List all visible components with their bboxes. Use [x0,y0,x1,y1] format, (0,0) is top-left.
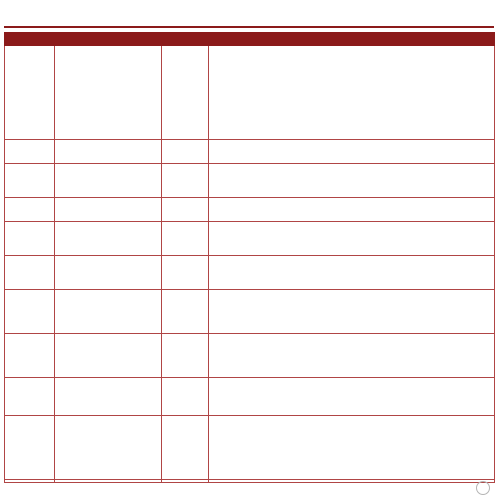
row-date [5,416,55,480]
row-person [162,416,209,480]
row-content [209,378,495,416]
figure-title [4,4,494,28]
row-date [5,46,55,140]
table-header-row [5,33,495,46]
wechat-logo-icon [476,481,490,495]
row-event [55,256,162,290]
row-event [55,416,162,480]
table-row [5,256,495,290]
timeline-table [4,32,495,483]
row-person [162,164,209,198]
source-note [4,482,224,498]
row-event [55,222,162,256]
table-row [5,198,495,222]
row-event [55,290,162,334]
table-row [5,334,495,378]
row-person [162,378,209,416]
row-person [162,334,209,378]
row-content [209,46,495,140]
row-event [55,378,162,416]
row-content [209,222,495,256]
table-row [5,46,495,140]
row-date [5,378,55,416]
header-content [209,33,495,46]
row-person [162,46,209,140]
row-person [162,140,209,164]
watermark [400,478,494,498]
row-event [55,334,162,378]
row-person [162,256,209,290]
row-date [5,222,55,256]
header-event [55,33,162,46]
row-person [162,290,209,334]
row-content [209,256,495,290]
row-content [209,416,495,480]
table-row [5,222,495,256]
row-content [209,140,495,164]
row-date [5,164,55,198]
row-person [162,198,209,222]
table-row [5,416,495,480]
row-content [209,290,495,334]
row-date [5,140,55,164]
row-event [55,46,162,140]
row-date [5,290,55,334]
row-event [55,164,162,198]
table-row [5,140,495,164]
header-date [5,33,55,46]
row-content [209,164,495,198]
row-content [209,334,495,378]
table-row [5,290,495,334]
row-event [55,140,162,164]
row-date [5,334,55,378]
row-date [5,256,55,290]
row-event [55,198,162,222]
row-content [209,198,495,222]
row-person [162,222,209,256]
row-date [5,198,55,222]
header-person [162,33,209,46]
table-row [5,164,495,198]
table-row [5,378,495,416]
